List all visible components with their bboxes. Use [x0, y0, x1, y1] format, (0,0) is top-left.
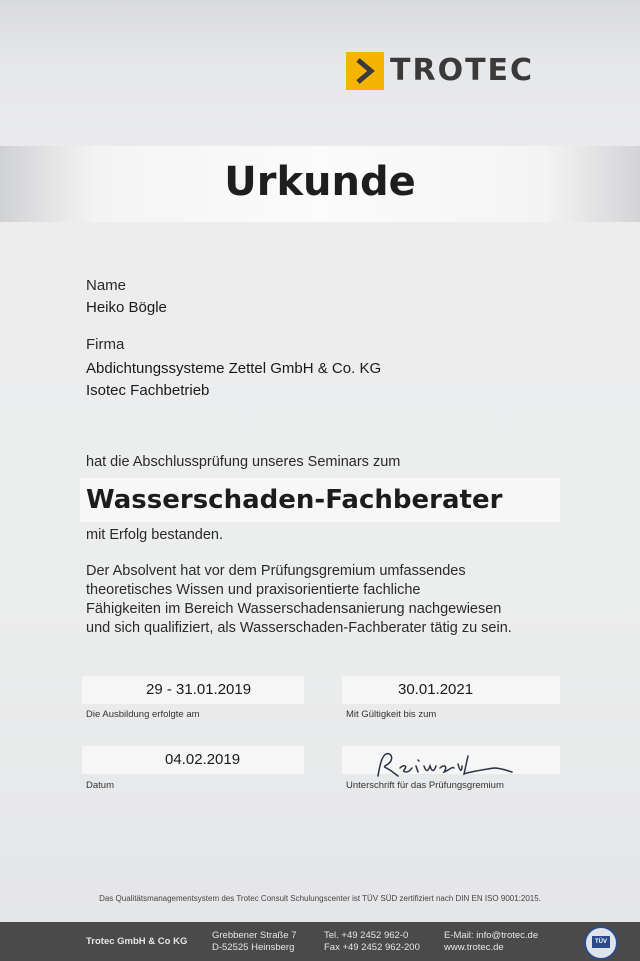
- footer-address: [212, 930, 297, 954]
- valid-until: 30.01.2021: [398, 681, 474, 698]
- company-line-2: Isotec Fachbetrieb: [86, 382, 210, 399]
- signature-image: [372, 750, 522, 784]
- paragraph-line: theoretisches Wissen und praxisorientierte fachliche: [86, 582, 421, 598]
- footer-address-line: D-52525 Heinsberg: [212, 942, 295, 953]
- trotec-logo: [346, 52, 534, 90]
- footer-email: E-Mail: info@trotec.de: [444, 930, 539, 941]
- footer-fax: Fax +49 2452 962-200: [324, 942, 420, 953]
- company-label: Firma: [86, 336, 125, 353]
- footer-bar: [0, 922, 640, 961]
- name-label: Name: [86, 277, 127, 294]
- paragraph-line: Der Absolvent hat vor dem Prüfungsgremium umfassendes: [86, 563, 466, 579]
- footer-web: www.trotec.de: [444, 942, 504, 953]
- signature-label: Unterschrift für das Prüfungsgremium: [346, 780, 504, 791]
- valid-label: Mit Gültigkeit bis zum: [346, 709, 437, 720]
- chevron-logo-icon: [346, 52, 384, 90]
- quality-note: Das Qualitätsmanagementsystem des Trotec Consult Schulungscenter ist TÜV SÜD zertifiziert nach DIN EN ISO 9001:2015.: [99, 894, 541, 903]
- name-value: Heiko Bögle: [86, 299, 167, 316]
- exam-passed: mit Erfolg bestanden.: [86, 527, 224, 543]
- footer-contact: [444, 930, 538, 954]
- brand-name: TROTEC: [390, 53, 535, 88]
- footer-tel: Tel. +49 2452 962-0: [324, 930, 409, 941]
- tuv-seal-icon: [584, 926, 618, 960]
- training-dates: 29 - 31.01.2019: [146, 681, 252, 698]
- training-label: Die Ausbildung erfolgte am: [86, 709, 200, 720]
- tuv-seal-text: TÜV: [592, 936, 610, 948]
- course-title: Wasserschaden-Fachberater: [86, 485, 503, 515]
- footer-phone: [324, 930, 420, 954]
- exam-intro: hat die Abschlussprüfung unseres Seminars zum: [86, 454, 401, 470]
- paragraph-line: und sich qualifiziert, als Wasserschaden-Fachberater tätig zu sein.: [86, 620, 512, 636]
- paragraph-line: Fähigkeiten im Bereich Wasserschadensanierung nachgewiesen: [86, 601, 502, 617]
- date-label: Datum: [86, 780, 114, 791]
- document-title: Urkunde: [224, 159, 416, 205]
- footer-address-line: Grebbener Straße 7: [212, 930, 297, 941]
- exam-paragraph: [86, 562, 566, 638]
- footer-company: Trotec GmbH & Co KG: [86, 936, 188, 947]
- date-value: 04.02.2019: [165, 751, 241, 768]
- company-line-1: Abdichtungssysteme Zettel GmbH & Co. KG: [86, 360, 382, 377]
